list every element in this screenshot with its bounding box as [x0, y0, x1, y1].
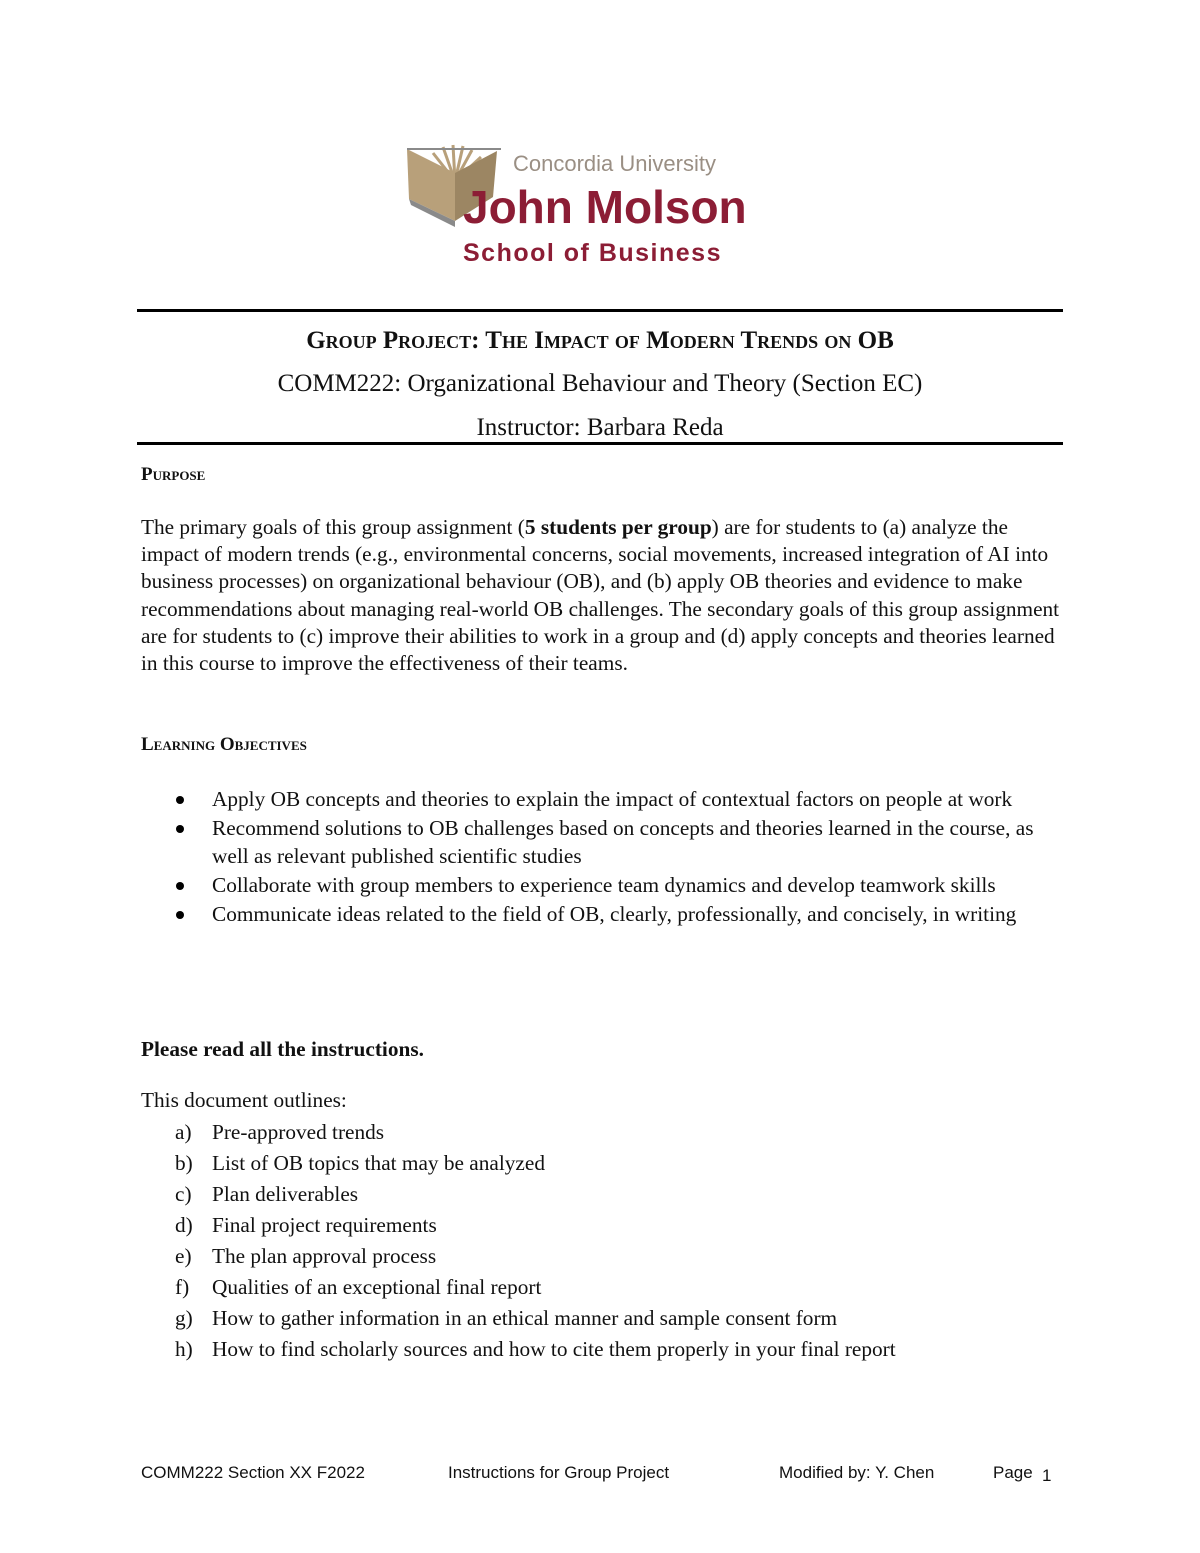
course-name: COMM222: Organizational Behaviour and Theory (Section EC): [277, 370, 923, 397]
outline-item-text: How to find scholarly sources and how to cite them properly in your final report: [212, 1337, 896, 1361]
bottom-rule: [137, 442, 1063, 445]
list-item: [141, 1272, 1091, 1303]
list-item: [141, 1210, 1091, 1241]
objective-text: Recommend solutions to OB challenges based on concepts and theories learned in the course, as well as relevant published scientific studies: [212, 816, 1034, 868]
purpose-paragraph: [141, 514, 1066, 677]
list-marker: h): [175, 1337, 193, 1361]
top-rule: [137, 309, 1063, 312]
list-marker: b): [175, 1151, 193, 1175]
list-item: [141, 1117, 1091, 1148]
outline-item-text: How to gather information in an ethical manner and sample consent form: [212, 1306, 838, 1330]
list-marker: g): [175, 1306, 193, 1330]
objective-text: Collaborate with group members to experience team dynamics and develop teamwork skills: [212, 872, 996, 897]
objective-text: Apply OB concepts and theories to explain the impact of contextual factors on people at work: [212, 787, 1013, 811]
list-item: [141, 1241, 1091, 1272]
group-size-note: 5 students per group: [524, 515, 712, 539]
outline-item-text: List of OB topics that may be analyzed: [212, 1151, 545, 1175]
list-item: [141, 1179, 1091, 1210]
purpose-heading: Purpose: [141, 464, 206, 485]
footer-page-label: Page: [993, 1463, 1033, 1482]
purpose-text-start: The primary goals of this group assignment (: [141, 515, 525, 539]
school-logo: [405, 143, 761, 271]
list-item: [141, 786, 1061, 814]
outline-item-text: Final project requirements: [212, 1213, 437, 1237]
outline-item-text: Plan deliverables: [212, 1182, 359, 1206]
instructions-note: Please read all the instructions.: [141, 1037, 424, 1061]
list-item: [141, 1303, 1091, 1334]
footer-document: Instructions for Group Project: [448, 1463, 670, 1482]
footer-page-number: 1: [1042, 1466, 1052, 1485]
list-marker: a): [175, 1120, 192, 1144]
bullet-icon: [176, 882, 184, 890]
book-sunburst-icon: [405, 143, 761, 271]
list-marker: d): [175, 1213, 193, 1237]
page-title: Group Project: The Impact of Modern Trends on OB: [306, 327, 894, 354]
bullet-icon: [176, 796, 184, 804]
logo-school-name: John Molson: [463, 181, 747, 233]
list-item: [141, 901, 1061, 929]
logo-school-subtitle: School of Business: [463, 239, 722, 267]
purpose-text-rest: ) are for students to (a) analyze the impact of modern trends (e.g., environmental concerns, social movements, increased integration of AI into business processes) on organizational behaviour (OB), and (b) apply OB theories and evidence to make recommendations about managing real-world OB challenges. The secondary goals of this group assignment are for students to (c) improve their abilities to work in a group and (d) apply concepts and theories learned in this course to improve the effectiveness of their teams.: [141, 515, 1060, 676]
list-item: [141, 872, 1061, 900]
list-item: [141, 815, 1061, 870]
outline-item-text: Pre-approved trends: [212, 1120, 385, 1144]
outline-intro: This document outlines:: [141, 1088, 347, 1112]
list-item: [141, 1334, 1091, 1365]
bullet-icon: [176, 825, 184, 833]
list-marker: f): [175, 1275, 190, 1299]
logo-university-text: Concordia University: [513, 151, 716, 176]
objectives-heading: Learning Objectives: [141, 734, 307, 755]
bullet-icon: [176, 911, 184, 919]
outline-item-text: Qualities of an exceptional final report: [212, 1275, 542, 1299]
outline-item-text: The plan approval process: [212, 1244, 437, 1268]
footer-modified: Modified by: Y. Chen: [779, 1463, 935, 1482]
objectives-list: [141, 786, 1061, 930]
list-marker: e): [175, 1244, 192, 1268]
list-item: [141, 1148, 1091, 1179]
instructor-name: Instructor: Barbara Reda: [476, 414, 724, 441]
outline-list: [141, 1117, 1091, 1365]
objective-text: Communicate ideas related to the field of OB, clearly, professionally, and concisely, in writing: [212, 901, 1017, 926]
list-marker: c): [175, 1182, 192, 1206]
footer-course: COMM222 Section XX F2022: [141, 1463, 365, 1482]
